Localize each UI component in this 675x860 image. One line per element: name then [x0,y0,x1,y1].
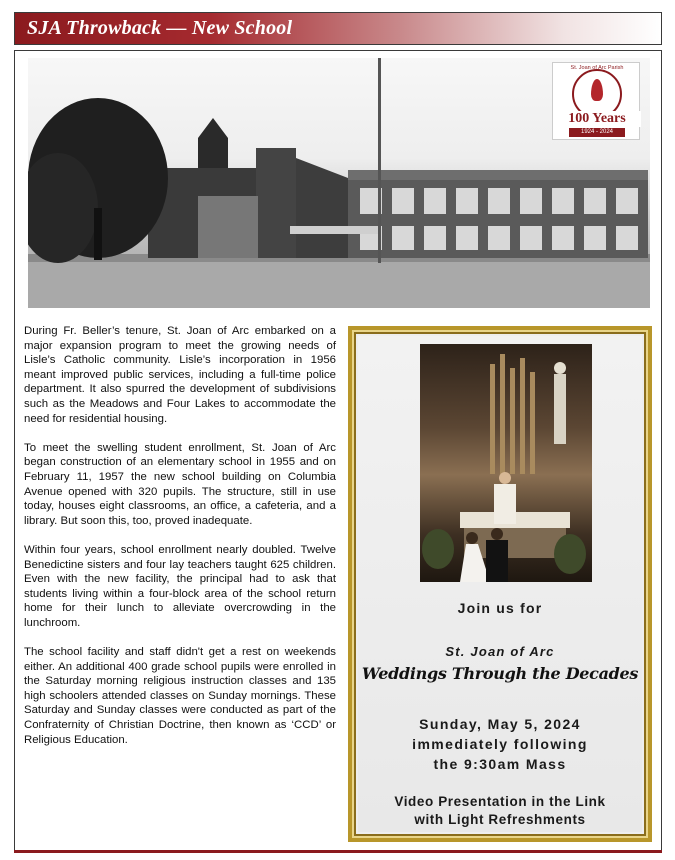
centennial-badge [552,62,640,140]
badge-dates: 1924 - 2024 [569,128,625,137]
section-banner [14,12,662,45]
wedding-photo [420,344,592,582]
event-title: Weddings Through the Decades [361,664,639,683]
parish-name: St. Joan of Arc [445,644,555,659]
event-time-line: the 9:30am Mass [433,756,567,772]
event-date: Sunday, May 5, 2024 [419,716,581,732]
invitation-panel [358,336,642,832]
video-note: Video Presentation in the Link [394,794,606,809]
article-paragraph: During Fr. Beller’s tenure, St. Joan of Arc embarked on a major expansion program to meet the growing needs of Lisle’s Catholic community. Lisle’s incorporation in 1956 meant improved public services, including a full-time police department. It also spurred the development of subdivisions such as the Meadows and Four Lakes to accommodate the need for residential housing. [24,325,336,425]
event-invitation [348,326,652,842]
event-time-line: immediately following [412,736,588,752]
article-body [24,324,336,762]
badge-arc-text: St. Joan of Arc Parish [570,65,624,71]
video-note: with Light Refreshments [414,812,586,827]
badge-years: 100 Years [553,111,641,127]
article-paragraph: To meet the swelling student enrollment, St. Joan of Arc began construction of an elementary school in 1955 and on February 11, 1957 the new school building on Columbia Avenue opened with 320 pupils. The structure, still in use today, houses eight classrooms, an office, a cafeteria, and a library. But soon this, too, proved inadequate. [24,441,336,527]
banner-title: SJA Throwback — New School [27,17,293,39]
bottom-rule [14,850,662,853]
article-paragraph: Within four years, school enrollment nearly doubled. Twelve Benedictine sisters and four lay teachers taught 625 children. Even with the new facility, the principal had to ask that students living within a four-block area of the school return home for their lunch to alleviate overcrowding in the lunchroom. [24,543,336,629]
join-heading: Join us for [457,600,543,616]
article-paragraph: The school facility and staff didn't get a rest on weekends either. An additional 400 grade school pupils were enrolled in the Saturday morning religious instruction classes and 135 high schoolers attended classes on Sunday mornings. These Saturday and Sunday classes were conducted as part of the Confraternity of Christian Doctrine, then known as ‘CCD’ or Religious Education. [24,646,336,746]
